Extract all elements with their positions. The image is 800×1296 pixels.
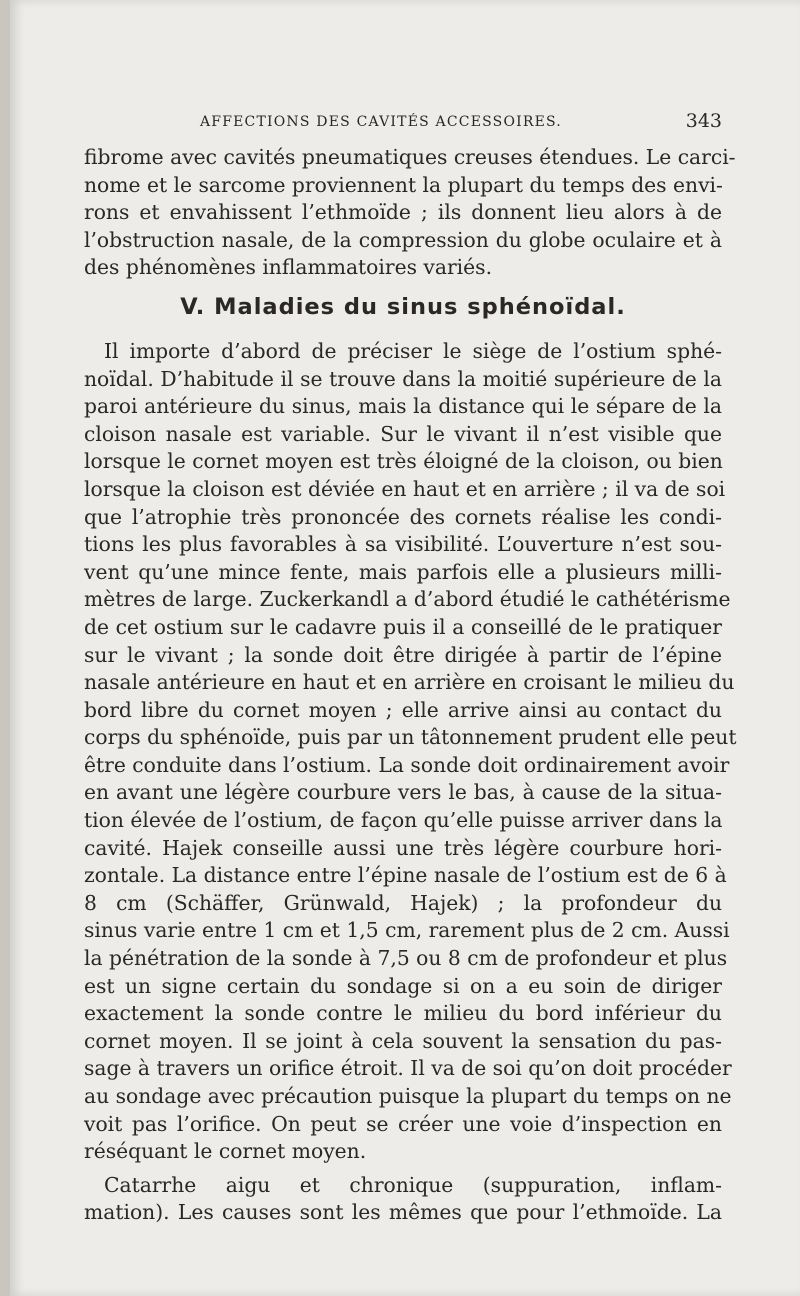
paragraph-sphenoid-catarrh xyxy=(84,1172,722,1227)
text-line: sage à travers un orifice étroit. Il va de soi qu’on doit procéder xyxy=(84,1056,732,1081)
text-line: fibrome avec cavités pneumatiques creuses étendues. Le carci- xyxy=(84,145,736,169)
text-line: tions les plus favorables à sa visibilité. L’ouverture n’est sou- xyxy=(84,532,722,557)
text-line: noïdal. D’habitude il se trouve dans la moitié supérieure de la xyxy=(84,366,722,391)
text-line: Catarrhe aigu et chronique (suppuration, inflam- xyxy=(104,1172,722,1197)
text-line: être conduite dans l’ostium. La sonde doit ordinairement avoir xyxy=(84,752,730,777)
text-line: de cet ostium sur le cadavre puis il a conseillé de le pratiquer xyxy=(84,614,722,639)
book-page xyxy=(10,0,800,1296)
text-line: Il importe d’abord de préciser le siège de l’ostium sphé- xyxy=(104,338,722,363)
text-line: cloison nasale est variable. Sur le vivant il n’est visible que xyxy=(84,421,722,446)
text-line: en avant une légère courbure vers le bas, à cause de la situa- xyxy=(84,780,722,805)
text-line: vent qu’une mince fente, mais parfois elle a plusieurs milli- xyxy=(84,559,722,584)
text-line: zontale. La distance entre l’épine nasale de l’ostium est de 6 à xyxy=(84,863,727,888)
text-line: rons et envahissent l’ethmoïde ; ils donnent lieu alors à de xyxy=(84,200,722,225)
text-line: mation). Les causes sont les mêmes que pour l’ethmoïde. La xyxy=(84,1200,722,1225)
text-line: sinus varie entre 1 cm et 1,5 cm, rarement plus de 2 cm. Aussi xyxy=(84,918,730,943)
text-line: voit pas l’orifice. On peut se créer une voie d’inspection en xyxy=(84,1111,722,1136)
text-line: la pénétration de la sonde à 7,5 ou 8 cm de profondeur et plus xyxy=(84,946,728,971)
section-heading: V. Maladies du sinus sphénoïdal. xyxy=(180,293,626,320)
text-line: nome et le sarcome proviennent la plupart du temps des envi- xyxy=(84,172,723,197)
text-line: au sondage avec précaution puisque la plupart du temps on ne xyxy=(84,1084,732,1108)
paragraph-sphenoid-ostium xyxy=(84,338,737,1166)
text-line: lorsque le cornet moyen est très éloigné de la cloison, ou bien xyxy=(84,449,723,474)
text-line: réséquant le cornet moyen. xyxy=(84,1139,367,1164)
text-line: bord libre du cornet moyen ; elle arrive ainsi au contact du xyxy=(84,697,722,722)
running-title: AFFECTIONS DES CAVITÉS ACCESSOIRES. xyxy=(200,114,562,130)
text-line: que l’atrophie très prononcée des cornets réalise les condi- xyxy=(84,504,722,529)
page-number: 343 xyxy=(685,110,722,132)
text-line: des phénomènes inflammatoires variés. xyxy=(84,255,493,280)
text-line: est un signe certain du sondage si on a eu soin de diriger xyxy=(84,973,722,998)
text-line: cavité. Hajek conseille aussi une très légère courbure hori- xyxy=(84,835,722,860)
text-line: lorsque la cloison est déviée en haut et en arrière ; il va de soi xyxy=(84,476,726,501)
text-line: nasale antérieure en haut et en arrière en croisant le milieu du xyxy=(84,670,735,695)
text-line: sur le vivant ; la sonde doit être dirigée à partir de l’épine xyxy=(84,642,722,667)
text-line: mètres de large. Zuckerkandl a d’abord étudié le cathétérisme xyxy=(84,587,731,612)
text-line: l’obstruction nasale, de la compression du globe oculaire et à xyxy=(84,227,722,252)
text-line: cornet moyen. Il se joint à cela souvent la sensation du pas- xyxy=(84,1028,722,1053)
text-line: paroi antérieure du sinus, mais la distance qui le sépare de la xyxy=(84,394,722,419)
text-line: corps du sphénoïde, puis par un tâtonnement prudent elle peut xyxy=(84,725,737,750)
text-line: tion élevée de l’ostium, de façon qu’elle puisse arriver dans la xyxy=(84,808,723,833)
text-line: exactement la sonde contre le milieu du bord inférieur du xyxy=(84,1001,722,1026)
paragraph-ethmoid-tumors xyxy=(84,144,736,282)
body-text xyxy=(84,144,737,1227)
text-line: 8 cm (Schäffer, Grünwald, Hajek) ; la profondeur du xyxy=(84,890,722,915)
